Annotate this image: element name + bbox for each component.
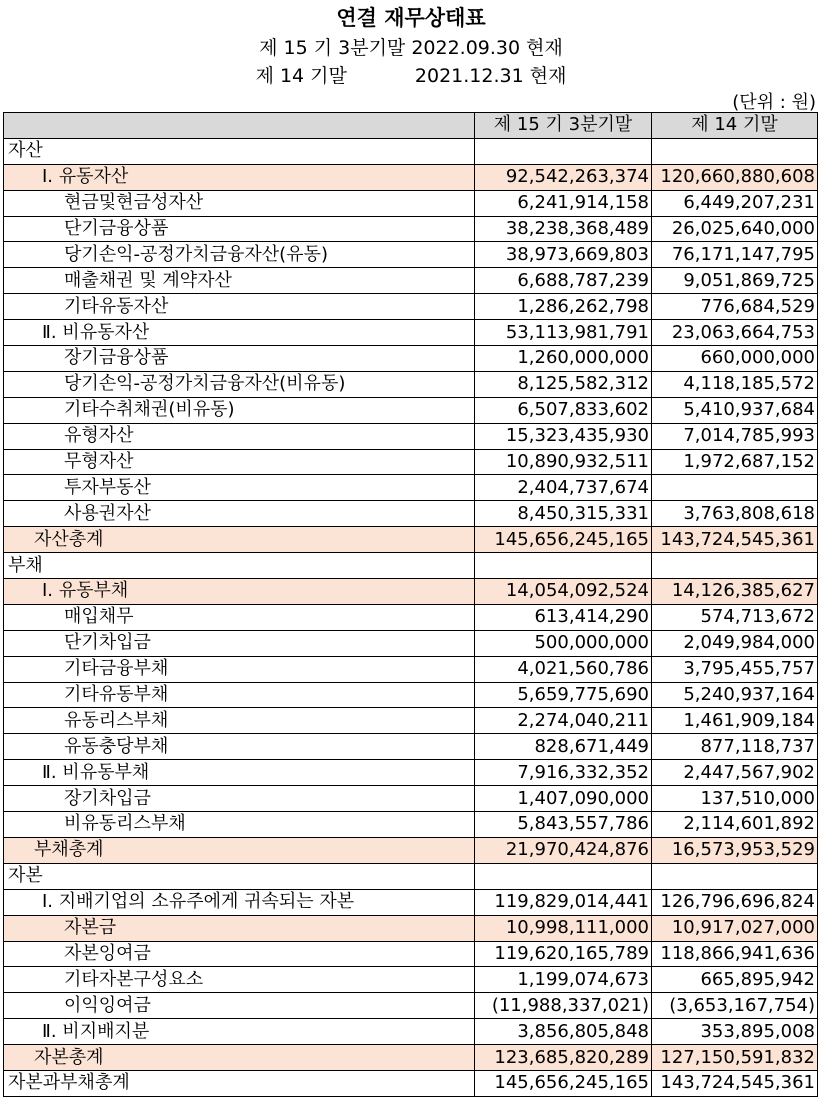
current-period-value [475, 138, 652, 164]
prior-period-value: 2,447,567,902 [652, 760, 818, 786]
current-period-value: 119,620,165,789 [475, 941, 652, 967]
prior-period-label: 제 14 기말 [255, 65, 347, 87]
current-period-value [475, 553, 652, 579]
table-row [4, 656, 818, 682]
table-row [4, 527, 818, 553]
table-row [4, 941, 818, 967]
table-row [4, 786, 818, 812]
row-label: 자본금 [4, 915, 475, 941]
current-period-value: 10,998,111,000 [475, 915, 652, 941]
table-row [4, 760, 818, 786]
row-label: Ⅰ. 유동자산 [4, 164, 475, 190]
prior-period-value: 4,118,185,572 [652, 371, 818, 397]
prior-period-value: 1,461,909,184 [652, 708, 818, 734]
table-row [4, 863, 818, 889]
current-period-value: 1,199,074,673 [475, 967, 652, 993]
prior-period-value: 3,763,808,618 [652, 501, 818, 527]
current-period-value: 8,125,582,312 [475, 371, 652, 397]
row-label: 당기손익-공정가치금융자산(비유동) [4, 371, 475, 397]
table-row [4, 190, 818, 216]
current-period-value: 10,890,932,511 [475, 449, 652, 475]
current-period-value: 123,685,820,289 [475, 1045, 652, 1071]
current-period-value: 6,241,914,158 [475, 190, 652, 216]
current-period-value: 1,286,262,798 [475, 294, 652, 320]
row-label: 단기금융상품 [4, 216, 475, 242]
column-header-prior: 제 14 기말 [652, 113, 818, 139]
table-row [4, 501, 818, 527]
table-row [4, 397, 818, 423]
table-row [4, 734, 818, 760]
prior-period-value: 143,724,545,361 [652, 1070, 818, 1096]
table-row [4, 993, 818, 1019]
table-row [4, 915, 818, 941]
page-title: 연결 재무상태표 [336, 6, 486, 30]
table-body [4, 138, 818, 1096]
prior-period-value: 16,573,953,529 [652, 837, 818, 863]
current-period-value: 92,542,263,374 [475, 164, 652, 190]
prior-period-value: 143,724,545,361 [652, 527, 818, 553]
table-row [4, 579, 818, 605]
prior-period-value: 877,118,737 [652, 734, 818, 760]
table-header-row [4, 113, 818, 139]
row-label: Ⅰ. 지배기업의 소유주에게 귀속되는 자본 [4, 889, 475, 915]
row-label: 단기차입금 [4, 630, 475, 656]
table-row [4, 682, 818, 708]
prior-period-value: 76,171,147,795 [652, 242, 818, 268]
row-label: 장기금융상품 [4, 346, 475, 372]
prior-period-value: 5,240,937,164 [652, 682, 818, 708]
row-label: 투자부동산 [4, 475, 475, 501]
prior-period-date: 2021.12.31 현재 [414, 65, 567, 87]
row-label: 부채총계 [4, 837, 475, 863]
row-label: 자산 [4, 138, 475, 164]
prior-period-value [652, 475, 818, 501]
row-label: 자본잉여금 [4, 941, 475, 967]
current-period-value: 6,688,787,239 [475, 268, 652, 294]
table-row [4, 553, 818, 579]
prior-period-value [652, 138, 818, 164]
prior-period-value: 776,684,529 [652, 294, 818, 320]
row-label: 사용권자산 [4, 501, 475, 527]
current-period-value: 145,656,245,165 [475, 527, 652, 553]
table-row [4, 475, 818, 501]
table-row [4, 1019, 818, 1045]
column-header-label [4, 113, 475, 139]
row-label: 당기손익-공정가치금융자산(유동) [4, 242, 475, 268]
current-period-value: 500,000,000 [475, 630, 652, 656]
prior-period-value [652, 863, 818, 889]
prior-period-value: 1,972,687,152 [652, 449, 818, 475]
current-period-value: 38,238,368,489 [475, 216, 652, 242]
prior-period-value: (3,653,167,754) [652, 993, 818, 1019]
prior-period-value: 14,126,385,627 [652, 579, 818, 605]
prior-period-value: 9,051,869,725 [652, 268, 818, 294]
current-period-value: 828,671,449 [475, 734, 652, 760]
row-label: 자본총계 [4, 1045, 475, 1071]
row-label: 무형자산 [4, 449, 475, 475]
row-label: 유동충당부채 [4, 734, 475, 760]
table-row [4, 449, 818, 475]
current-period-value: 21,970,424,876 [475, 837, 652, 863]
row-label: Ⅱ. 비유동자산 [4, 320, 475, 346]
row-label: Ⅱ. 비유동부채 [4, 760, 475, 786]
table-row [4, 708, 818, 734]
prior-period-value: 6,449,207,231 [652, 190, 818, 216]
prior-period-value: 127,150,591,832 [652, 1045, 818, 1071]
current-period-value: 3,856,805,848 [475, 1019, 652, 1045]
table-row [4, 604, 818, 630]
prior-period-value: 660,000,000 [652, 346, 818, 372]
row-label: 매입채무 [4, 604, 475, 630]
prior-period-value: 353,895,008 [652, 1019, 818, 1045]
current-period-value: 38,973,669,803 [475, 242, 652, 268]
prior-period-value: 23,063,664,753 [652, 320, 818, 346]
table-row [4, 346, 818, 372]
row-label: 기타자본구성요소 [4, 967, 475, 993]
row-label: 유동리스부채 [4, 708, 475, 734]
current-period-value: 613,414,290 [475, 604, 652, 630]
current-period-value: 4,021,560,786 [475, 656, 652, 682]
row-label: 현금및현금성자산 [4, 190, 475, 216]
table-row [4, 371, 818, 397]
current-period-value [475, 863, 652, 889]
table-row [4, 320, 818, 346]
prior-period-value: 574,713,672 [652, 604, 818, 630]
prior-period-value: 118,866,941,636 [652, 941, 818, 967]
table-row [4, 1070, 818, 1096]
table-row [4, 164, 818, 190]
row-label: 기타유동부채 [4, 682, 475, 708]
table-row [4, 812, 818, 838]
current-period-value: 119,829,014,441 [475, 889, 652, 915]
current-period-value: 2,404,737,674 [475, 475, 652, 501]
prior-period-value: 126,796,696,824 [652, 889, 818, 915]
table-row [4, 967, 818, 993]
current-period-value: (11,988,337,021) [475, 993, 652, 1019]
current-period-value: 7,916,332,352 [475, 760, 652, 786]
table-row [4, 138, 818, 164]
row-label: 유형자산 [4, 423, 475, 449]
row-label: 이익잉여금 [4, 993, 475, 1019]
table-row [4, 242, 818, 268]
prior-period-value: 120,660,880,608 [652, 164, 818, 190]
prior-period-value: 137,510,000 [652, 786, 818, 812]
prior-period [0, 61, 822, 88]
prior-period-value: 3,795,455,757 [652, 656, 818, 682]
prior-period-value: 10,917,027,000 [652, 915, 818, 941]
table-row [4, 837, 818, 863]
current-period-value: 1,407,090,000 [475, 786, 652, 812]
current-period-value: 145,656,245,165 [475, 1070, 652, 1096]
balance-sheet-table [3, 112, 818, 1097]
row-label: 기타유동자산 [4, 294, 475, 320]
prior-period-value: 7,014,785,993 [652, 423, 818, 449]
current-period-value: 1,260,000,000 [475, 346, 652, 372]
current-period-value: 14,054,092,524 [475, 579, 652, 605]
table-row [4, 268, 818, 294]
current-period-value: 6,507,833,602 [475, 397, 652, 423]
row-label: 매출채권 및 계약자산 [4, 268, 475, 294]
prior-period-value [652, 553, 818, 579]
row-label: 비유동리스부채 [4, 812, 475, 838]
current-period-value: 5,843,557,786 [475, 812, 652, 838]
current-period: 제 15 기 3분기말 2022.09.30 현재 [259, 37, 563, 59]
row-label: Ⅱ. 비지배지분 [4, 1019, 475, 1045]
current-period-value: 2,274,040,211 [475, 708, 652, 734]
prior-period-value: 5,410,937,684 [652, 397, 818, 423]
table-row [4, 1045, 818, 1071]
table-row [4, 889, 818, 915]
table-row [4, 630, 818, 656]
current-period-value: 15,323,435,930 [475, 423, 652, 449]
current-period-value: 8,450,315,331 [475, 501, 652, 527]
prior-period-value: 26,025,640,000 [652, 216, 818, 242]
row-label: 기타수취채권(비유동) [4, 397, 475, 423]
row-label: 자본과부채총계 [4, 1070, 475, 1096]
table-row [4, 294, 818, 320]
row-label: Ⅰ. 유동부채 [4, 579, 475, 605]
row-label: 자산총계 [4, 527, 475, 553]
column-header-current: 제 15 기 3분기말 [475, 113, 652, 139]
prior-period-value: 2,114,601,892 [652, 812, 818, 838]
prior-period-value: 665,895,942 [652, 967, 818, 993]
row-label: 자본 [4, 863, 475, 889]
table-row [4, 423, 818, 449]
row-label: 기타금융부채 [4, 656, 475, 682]
row-label: 장기차입금 [4, 786, 475, 812]
unit-label: (단위 : 원) [732, 92, 816, 113]
current-period-value: 5,659,775,690 [475, 682, 652, 708]
prior-period-value: 2,049,984,000 [652, 630, 818, 656]
table-row [4, 216, 818, 242]
current-period-value: 53,113,981,791 [475, 320, 652, 346]
row-label: 부채 [4, 553, 475, 579]
